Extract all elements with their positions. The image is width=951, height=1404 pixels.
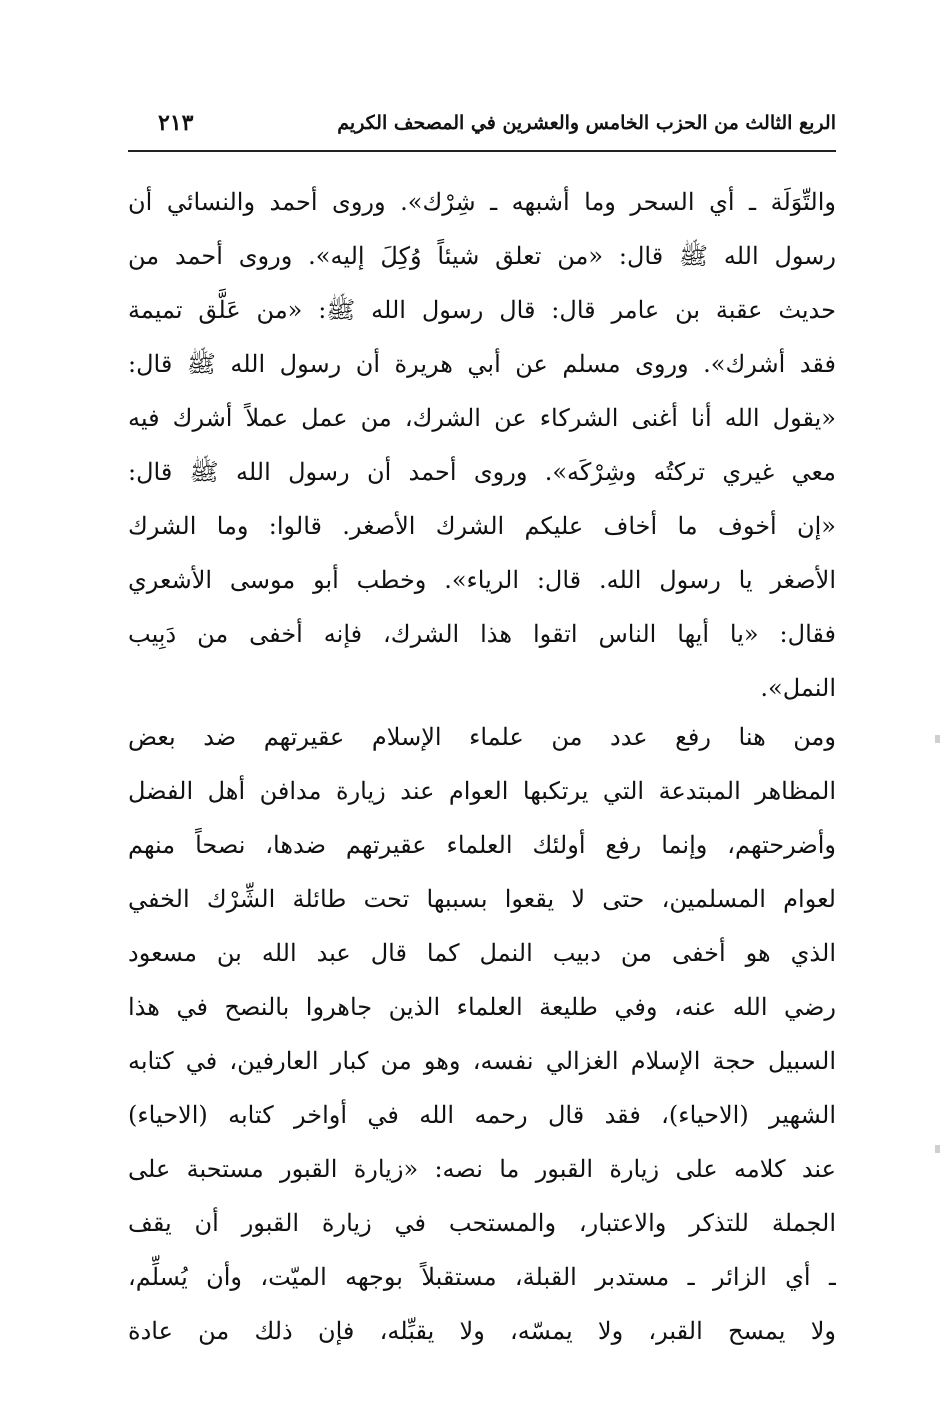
header-rule xyxy=(128,150,836,152)
page-header xyxy=(128,108,836,148)
text-line: «إن أخوف ما أخاف عليكم الشرك الأصغر. قالوا: وما الشرك xyxy=(128,512,836,540)
text-line: الأصغر يا رسول الله. قال: الرياء». وخطب أبو موسى الأشعري xyxy=(128,566,836,594)
scan-speck xyxy=(935,1145,940,1153)
text-line: النمل». xyxy=(760,674,836,702)
text-line: المظاهر المبتدعة التي يرتكبها العوام عند زيارة مدافن أهل الفضل xyxy=(128,777,836,805)
text-line: «يقول الله أنا أغنى الشركاء عن الشرك، من عمل عملاً أشرك فيه xyxy=(128,404,836,432)
text-line: ولا يمسح القبر، ولا يمسّه، ولا يقبِّله، فإن ذلك من عادة xyxy=(128,1317,836,1345)
running-title: الربع الثالث من الحزب الخامس والعشرين في المصحف الكريم xyxy=(337,112,836,134)
text-line: ـ أي الزائر ـ مستدبر القبلة، مستقبلاً بوجهه الميّت، وأن يُسلِّم، xyxy=(128,1263,836,1291)
text-line: رضي الله عنه، وفي طليعة العلماء الذين جاهروا بالنصح في هذا xyxy=(128,993,836,1021)
text-line: الجملة للتذكر والاعتبار، والمستحب في زيارة القبور أن يقف xyxy=(128,1209,836,1237)
text-line: حديث عقبة بن عامر قال: قال رسول الله ﷺ: «من عَلَّق تميمة xyxy=(128,296,836,324)
text-line: والتِّوَلَة ـ أي السحر وما أشبهه ـ شِرْك». وروى أحمد والنسائي أن xyxy=(128,188,836,216)
text-line: رسول الله ﷺ قال: «من تعلق شيئاً وُكِلَ إليه». وروى أحمد من xyxy=(128,242,836,270)
text-line: ومن هنا رفع عدد من علماء الإسلام عقيرتهم ضد بعض xyxy=(128,723,836,751)
scan-speck xyxy=(935,735,940,743)
text-line: الشهير (الاحياء)، فقد قال رحمه الله في أواخر كتابه (الاحياء) xyxy=(128,1101,836,1129)
paragraph-1 xyxy=(128,175,836,715)
paragraph-2 xyxy=(128,710,836,1358)
text-line: وأضرحتهم، وإنما رفع أولئك العلماء عقيرتهم ضدها، نصحاً منهم xyxy=(128,831,836,859)
text-line: عند كلامه على زيارة القبور ما نصه: «زيارة القبور مستحبة على xyxy=(128,1155,836,1183)
text-line: معي غيري تركتُه وشِرْكَه». وروى أحمد أن رسول الله ﷺ قال: xyxy=(128,458,836,486)
text-line: فقال: «يا أيها الناس اتقوا هذا الشرك، فإنه أخفى من دَبِيب xyxy=(128,620,836,648)
page-number: ٢١٣ xyxy=(158,110,194,136)
text-line: فقد أشرك». وروى مسلم عن أبي هريرة أن رسول الله ﷺ قال: xyxy=(128,350,836,378)
text-line: الذي هو أخفى من دبيب النمل كما قال عبد الله بن مسعود xyxy=(128,939,836,967)
text-line: لعوام المسلمين، حتى لا يقعوا بسببها تحت طائلة الشِّرْك الخفي xyxy=(128,885,836,913)
text-line: السبيل حجة الإسلام الغزالي نفسه، وهو من كبار العارفين، في كتابه xyxy=(128,1047,836,1075)
